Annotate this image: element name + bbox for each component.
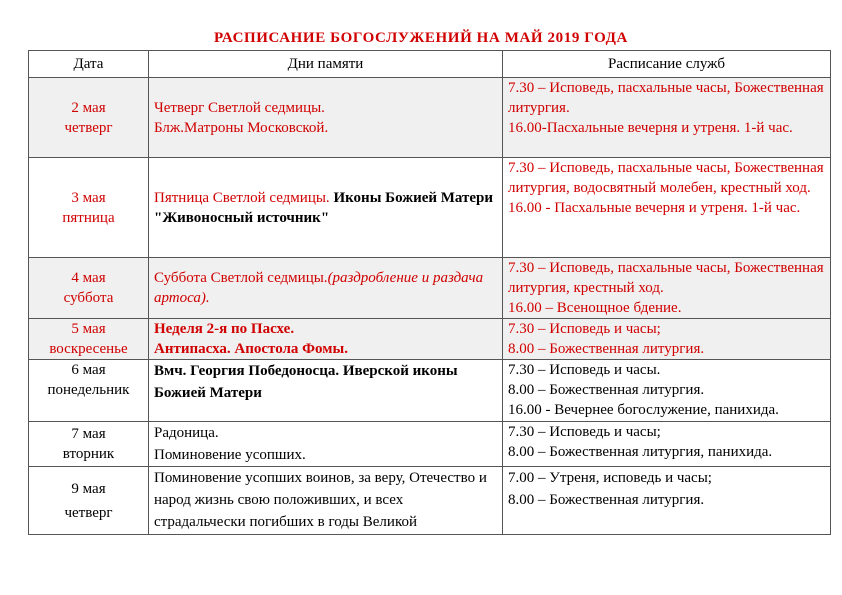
service-line: 7.30 – Исповедь, пасхальные часы, Божественная литургия.	[508, 80, 824, 116]
service-line: 7.30 – Исповедь и часы;	[508, 424, 661, 440]
date-cell	[29, 319, 149, 360]
date-cell	[29, 422, 149, 467]
date-cell	[29, 78, 149, 158]
schedule-table	[28, 50, 831, 535]
memory-cell	[149, 258, 503, 319]
date-cell	[29, 360, 149, 422]
date-cell	[29, 258, 149, 319]
date-weekday: вторник	[62, 446, 115, 462]
page-title: РАСПИСАНИЕ БОГОСЛУЖЕНИЙ НА МАЙ 2019 ГОДА	[214, 30, 628, 46]
date-cell	[29, 467, 149, 535]
date-day: 4 мая	[71, 270, 106, 286]
services-cell	[503, 422, 831, 467]
service-line: 8.00 – Божественная литургия.	[508, 382, 705, 398]
memory-cell	[149, 319, 503, 360]
memory-line: Антипасха. Апостола Фомы.	[154, 341, 348, 357]
memory-cell: Вмч. Георгия Победоносца. Иверской иконы Божией Матери	[149, 360, 503, 422]
services-cell	[503, 158, 831, 258]
service-line: 8.00 – Божественная литургия.	[508, 341, 705, 357]
date-day: 7 мая	[71, 426, 106, 442]
service-line: 16.00-Пасхальные вечерня и утреня. 1-й час.	[508, 120, 793, 136]
memory-line: Блж.Матроны Московской.	[154, 119, 329, 136]
memory-cell: Поминовение усопших воинов, за веру, Отечество и народ жизнь свою положивших, и всех страдальчески погибших в годы Великой	[149, 467, 503, 535]
date-weekday: воскресенье	[49, 341, 128, 357]
date-day: 5 мая	[71, 321, 106, 337]
memory-text: Суббота Светлой седмицы.	[154, 270, 328, 286]
table-row	[29, 158, 831, 258]
service-line: 8.00 – Божественная литургия, панихида.	[508, 444, 773, 460]
memory-cell	[149, 78, 503, 158]
date-weekday: четверг	[64, 504, 113, 521]
table-header-row	[29, 51, 831, 78]
memory-note: (раздробление и раздача артоса).	[154, 270, 484, 306]
memory-cell	[149, 158, 503, 258]
date-day: 9 мая	[71, 480, 106, 497]
table-row	[29, 467, 831, 535]
header-services: Расписание служб	[503, 51, 831, 78]
date-cell	[29, 158, 149, 258]
table-row	[29, 360, 831, 422]
service-line: 16.00 - Пасхальные вечерня и утреня. 1-й час.	[508, 200, 801, 216]
memory-feast: Иконы Божией Матери "Живоносный источник"	[154, 189, 494, 226]
service-line: 16.00 – Всенощное бдение.	[508, 300, 682, 316]
memory-line: Четверг Светлой седмицы.	[154, 99, 325, 116]
services-cell	[503, 78, 831, 158]
date-day: 3 мая	[71, 189, 106, 206]
service-line: 7.30 – Исповедь, пасхальные часы, Божественная литургия, крестный ход.	[508, 260, 824, 296]
date-weekday: четверг	[64, 119, 113, 136]
services-cell	[503, 467, 831, 535]
service-line: 16.00 - Вечернее богослужение, панихида.	[508, 402, 779, 418]
date-weekday: пятница	[62, 209, 115, 226]
service-line: 7.30 – Исповедь и часы;	[508, 321, 661, 337]
header-date: Дата	[29, 51, 149, 78]
memory-text: Пятница Светлой седмицы.	[154, 189, 334, 206]
date-weekday: понедельник	[47, 382, 130, 398]
service-line: 8.00 – Божественная литургия.	[508, 492, 705, 508]
table-row	[29, 319, 831, 360]
memory-line: Поминовение усопших.	[154, 447, 306, 463]
memory-line: Неделя 2-я по Пасхе.	[154, 321, 295, 337]
services-cell	[503, 319, 831, 360]
table-row	[29, 78, 831, 158]
services-cell	[503, 258, 831, 319]
memory-line: Радоница.	[154, 425, 219, 441]
table-row	[29, 258, 831, 319]
service-line: 7.00 – Утреня, исповедь и часы;	[508, 470, 712, 486]
date-day: 6 мая	[71, 362, 106, 378]
service-line: 7.30 – Исповедь, пасхальные часы, Божественная литургия, водосвятный молебен, крестный ход.	[508, 160, 824, 196]
memory-cell	[149, 422, 503, 467]
table-row	[29, 422, 831, 467]
date-weekday: суббота	[63, 290, 114, 306]
header-memory: Дни памяти	[149, 51, 503, 78]
date-day: 2 мая	[71, 99, 106, 116]
services-cell	[503, 360, 831, 422]
service-line: 7.30 – Исповедь и часы.	[508, 362, 661, 378]
